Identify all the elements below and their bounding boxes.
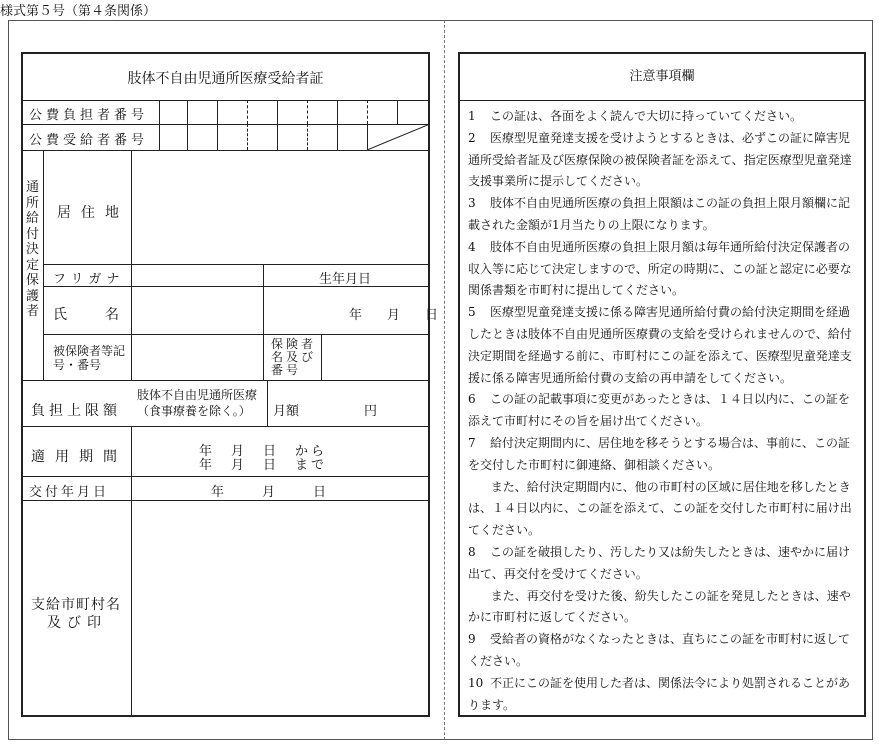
note-number: 8	[468, 544, 476, 559]
note-text: 医療型児童発達支援に係る障害児通所給付費の給付決定期間を経過したときは肢体不自由児通所医療費の支給を受けられませんので、給付決定期間を経過する前に、市町村にこの証を添えて、医療型児童発達支援に係る障害児通所給付費の支給の再申請をしてください。	[468, 305, 852, 385]
form-number-label: 様式第５号（第４条関係）	[0, 4, 157, 19]
issue-date-value: 年 月 日	[211, 485, 331, 500]
note-text: 肢体不自由児通所医療の負担上限月額は毎年通所給付決定保護者の収入等に応じて決定しますので、所定の時期に、この証と認定に必要な関係書類を市町村に提出してください。	[468, 239, 852, 298]
note-number: 9	[468, 632, 476, 647]
public-payer-number-label: 公費負担者番号	[29, 108, 149, 123]
note-number: 2	[468, 130, 476, 145]
limit-label: 負担上限額	[31, 403, 121, 419]
note-item	[468, 673, 858, 717]
municipality-label: 支給市町村名	[31, 597, 121, 613]
notes-panel	[458, 52, 866, 717]
note-text: 給付決定期間内に、居住地を移そうとする場合は、事前に、この証を交付した市町村に御連絡、御相談ください。	[468, 435, 851, 472]
notes-list	[468, 106, 858, 716]
period-from: 年 月 日 から	[199, 444, 328, 459]
note-item	[468, 433, 858, 477]
guardian-group-label: 通所給付決定保護者	[26, 180, 40, 319]
birthdate-label: 生年月日	[319, 272, 372, 287]
period-label: 適用期間	[31, 449, 127, 465]
note-item	[468, 128, 858, 193]
note-item	[468, 106, 858, 128]
note-number: 6	[468, 392, 476, 407]
note-number: 7	[468, 435, 476, 450]
public-recipient-number-label: 公費受給者番号	[29, 133, 149, 148]
note-text: この証の記載事項に変更があったときは、１４日以内に、この証を添えて市町村にその旨を届け出てください。	[468, 392, 850, 429]
note-number: 1	[468, 109, 476, 123]
insurer-name-number-label: 保険者名及び番号	[271, 337, 317, 377]
period-to: 年 月 日 まで	[199, 458, 328, 473]
limit-description: 肢体不自由児通所医療（食事療養を除く。）	[137, 388, 258, 418]
notes-title: 注意事項欄	[460, 54, 864, 101]
insured-number-label: 被保険者等記号・番号	[53, 344, 126, 372]
note-text: 医療型児童発達支援を受けようとするときは、必ずこの証に障害児通所受給者証及び医療保険の被保険者証を添えて、指定医療型児童発達支援事業所に提示してください。	[468, 130, 852, 189]
note-item	[468, 193, 858, 237]
address-label: 居住地	[57, 205, 129, 221]
note-text: この証を破損したり、汚したり又は紛失したときは、速やかに届け出て、再交付を受けてください。	[468, 544, 851, 581]
note-text: この証は、各面をよく読んで大切に持っていてください。	[490, 109, 803, 123]
certificate-title: 肢体不自由児通所医療受給者証	[127, 71, 324, 87]
birthdate-value: 年 月 日	[349, 308, 445, 323]
name-label: 氏名	[53, 307, 157, 323]
monthly-limit-amount: 月額 円	[273, 404, 378, 419]
fold-line	[444, 20, 445, 740]
furigana-label: フリガナ	[53, 272, 125, 287]
void-slash-mark	[367, 124, 430, 150]
note-text: 肢体不自由児通所医療の負担上限額はこの証の負担上限月額欄に記載された金額が1月当たりの上限になります。	[468, 196, 851, 232]
note-text: 不正にこの証を使用した者は、関係法令により処罰されることがあります。	[468, 675, 851, 712]
note-number: 3	[468, 196, 476, 211]
note-number: 4	[468, 239, 476, 254]
note-item	[468, 237, 858, 302]
note-item	[468, 629, 858, 673]
note-continuation: また、給付決定期間内に、他の市町村の区域に居住地を移したときは、１４日以内に、この証を添えて、この証を交付した市町村に届け出てください。	[468, 479, 852, 538]
note-item	[468, 542, 858, 586]
issue-date-label: 交付年月日	[29, 485, 110, 500]
note-number: 5	[468, 305, 476, 320]
recipient-certificate	[21, 52, 445, 717]
municipality-seal-label: 及び印	[47, 615, 107, 631]
note-item	[468, 389, 858, 433]
note-number: 10	[468, 675, 484, 690]
note-text: 受給者の資格がなくなったときは、直ちにこの証を市町村に返してください。	[468, 632, 851, 668]
note-continuation: また、再交付を受けた後、紛失したこの証を発見したときは、速やかに市町村に返してください。	[468, 588, 851, 625]
note-item	[468, 302, 858, 389]
